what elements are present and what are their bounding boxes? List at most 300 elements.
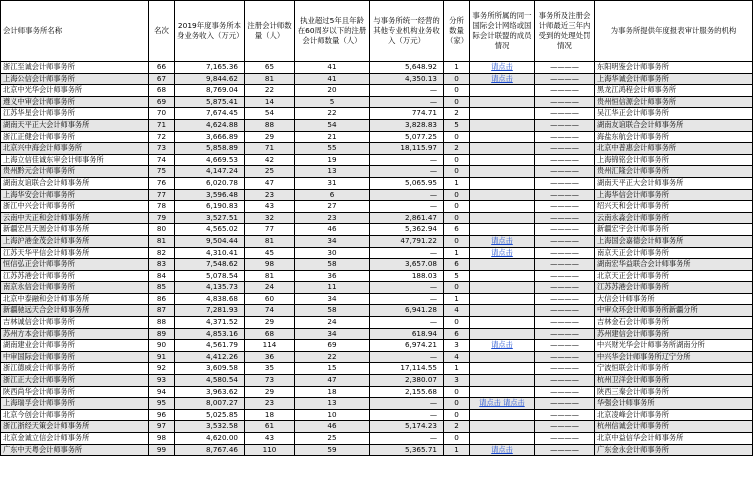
- table-row: [1, 340, 753, 352]
- branches-cell: 0: [444, 189, 470, 201]
- intl-network-cell[interactable]: 请点击: [470, 340, 535, 352]
- table-row: [1, 305, 753, 317]
- audit-client-cell: 南京天正会计师事务所: [595, 247, 753, 259]
- audit-client-cell: 北京天正会计师事务所: [595, 270, 753, 282]
- branches-cell: 2: [444, 421, 470, 433]
- rank-cell: 82: [149, 247, 175, 259]
- table-row: [1, 177, 753, 189]
- penalty-cell: ————: [535, 351, 595, 363]
- table-row: [1, 317, 753, 329]
- cpa-count-cell: 60: [245, 293, 295, 305]
- revenue-cell: 5,875.41: [175, 96, 245, 108]
- firm-name-cell: 北京中光华会计师事务所: [1, 85, 149, 97]
- revenue-cell: 9,844.62: [175, 73, 245, 85]
- table-row: [1, 351, 753, 363]
- branches-cell: 0: [444, 235, 470, 247]
- firm-name-cell: 江苏天华平信会计师事务所: [1, 247, 149, 259]
- cpa-count-cell: 22: [245, 85, 295, 97]
- audit-client-cell: 中兴财光华会计师事务所湖南分所: [595, 340, 753, 352]
- revenue-cell: 4,669.53: [175, 154, 245, 166]
- firm-name-cell: 浙江正大会计师事务所: [1, 375, 149, 387]
- branches-cell: 1: [444, 293, 470, 305]
- other-revenue-cell: 2,155.68: [370, 386, 444, 398]
- table-row: [1, 282, 753, 294]
- table-row: [1, 131, 753, 143]
- cpa-count-cell: 77: [245, 224, 295, 236]
- penalty-cell: ————: [535, 259, 595, 271]
- firm-name-cell: 上海公信会计师事务所: [1, 73, 149, 85]
- audit-client-cell: 大信会计师事务所: [595, 293, 753, 305]
- cpa-count-cell: 74: [245, 305, 295, 317]
- branches-cell: 5: [444, 270, 470, 282]
- header-rank: 名次: [149, 1, 175, 62]
- cpa5-count-cell: 10: [295, 409, 370, 421]
- audit-client-cell: 上海华诚会计师事务所: [595, 73, 753, 85]
- table-row: [1, 409, 753, 421]
- penalty-cell: ————: [535, 340, 595, 352]
- header-cpa: 注册会计师数量（人）: [245, 1, 295, 62]
- penalty-cell: ————: [535, 409, 595, 421]
- cpa5-count-cell: 11: [295, 282, 370, 294]
- cpa5-count-cell: 54: [295, 119, 370, 131]
- other-revenue-cell: —: [370, 351, 444, 363]
- audit-client-cell: 上海国会嘉德会计师事务所: [595, 235, 753, 247]
- revenue-cell: 3,666.89: [175, 131, 245, 143]
- rank-cell: 74: [149, 154, 175, 166]
- rank-cell: 89: [149, 328, 175, 340]
- other-revenue-cell: —: [370, 166, 444, 178]
- table-row: [1, 433, 753, 445]
- cpa-count-cell: 43: [245, 433, 295, 445]
- cpa5-count-cell: 6: [295, 189, 370, 201]
- revenue-cell: 4,853.16: [175, 328, 245, 340]
- penalty-cell: ————: [535, 398, 595, 410]
- rank-cell: 72: [149, 131, 175, 143]
- cpa-count-cell: 71: [245, 143, 295, 155]
- table-row: [1, 421, 753, 433]
- branches-cell: 1: [444, 247, 470, 259]
- table-row: [1, 398, 753, 410]
- cpa5-count-cell: 22: [295, 351, 370, 363]
- firm-name-cell: 上海华安会计师事务所: [1, 189, 149, 201]
- revenue-cell: 8,767.46: [175, 444, 245, 456]
- table-row: [1, 328, 753, 340]
- cpa-count-cell: 65: [245, 62, 295, 74]
- table-row: [1, 247, 753, 259]
- cpa-count-cell: 42: [245, 154, 295, 166]
- penalty-cell: ————: [535, 421, 595, 433]
- firm-name-cell: 浙江浙经天策会计师事务所: [1, 421, 149, 433]
- penalty-cell: ————: [535, 212, 595, 224]
- rank-cell: 88: [149, 317, 175, 329]
- intl-network-cell[interactable]: 请点击: [470, 247, 535, 259]
- table-row: [1, 96, 753, 108]
- firm-name-cell: 新疆宏昌天圆会计师事务所: [1, 224, 149, 236]
- audit-client-cell: 云南永淼会计师事务所: [595, 212, 753, 224]
- table-row: [1, 270, 753, 282]
- other-revenue-cell: 6,974.21: [370, 340, 444, 352]
- cpa-count-cell: 98: [245, 259, 295, 271]
- rank-cell: 68: [149, 85, 175, 97]
- penalty-cell: ————: [535, 189, 595, 201]
- table-row: [1, 154, 753, 166]
- cpa5-count-cell: 5: [295, 96, 370, 108]
- branches-cell: 0: [444, 398, 470, 410]
- cpa-count-cell: 23: [245, 398, 295, 410]
- cpa-count-cell: 24: [245, 282, 295, 294]
- revenue-cell: 4,371.52: [175, 317, 245, 329]
- penalty-cell: ————: [535, 444, 595, 456]
- other-revenue-cell: 18,115.97: [370, 143, 444, 155]
- firm-name-cell: 南京永信会计师事务所: [1, 282, 149, 294]
- intl-network-cell: [470, 131, 535, 143]
- intl-network-cell[interactable]: 请点击: [470, 444, 535, 456]
- revenue-cell: 9,504.44: [175, 235, 245, 247]
- firm-name-cell: 苏州方本会计师事务所: [1, 328, 149, 340]
- intl-network-cell: [470, 201, 535, 213]
- cpa5-count-cell: 23: [295, 212, 370, 224]
- intl-network-cell[interactable]: 请点击: [470, 73, 535, 85]
- other-revenue-cell: —: [370, 317, 444, 329]
- cpa5-count-cell: 41: [295, 62, 370, 74]
- penalty-cell: ————: [535, 270, 595, 282]
- intl-network-cell: [470, 282, 535, 294]
- cpa5-count-cell: 69: [295, 340, 370, 352]
- branches-cell: 0: [444, 85, 470, 97]
- header-other: 与事务所统一经营的其他专业机构业务收入（万元）: [370, 1, 444, 62]
- intl-network-cell: [470, 119, 535, 131]
- firm-name-cell: 湖南友谊联合会计师事务所: [1, 177, 149, 189]
- cpa5-count-cell: 41: [295, 73, 370, 85]
- intl-network-cell[interactable]: 请点击 请点击: [470, 398, 535, 410]
- rank-cell: 67: [149, 73, 175, 85]
- revenue-cell: 4,147.24: [175, 166, 245, 178]
- intl-network-cell[interactable]: 请点击: [470, 235, 535, 247]
- header-clients: 为事务所提供年度报表审计服务的机构: [595, 1, 753, 62]
- penalty-cell: ————: [535, 177, 595, 189]
- rank-cell: 77: [149, 189, 175, 201]
- other-revenue-cell: —: [370, 293, 444, 305]
- penalty-cell: ————: [535, 328, 595, 340]
- penalty-cell: ————: [535, 96, 595, 108]
- table-row: [1, 212, 753, 224]
- penalty-cell: ————: [535, 305, 595, 317]
- branches-cell: 0: [444, 96, 470, 108]
- table-row: [1, 73, 753, 85]
- audit-client-cell: 贵州恒信源会计师事务所: [595, 96, 753, 108]
- rank-cell: 80: [149, 224, 175, 236]
- cpa5-count-cell: 15: [295, 363, 370, 375]
- firm-name-cell: 上海瑞孚会计师事务所: [1, 398, 149, 410]
- other-revenue-cell: —: [370, 433, 444, 445]
- other-revenue-cell: 774.71: [370, 108, 444, 120]
- header-branches: 分所数量（家）: [444, 1, 470, 62]
- revenue-cell: 4,310.41: [175, 247, 245, 259]
- rank-cell: 87: [149, 305, 175, 317]
- branches-cell: 1: [444, 363, 470, 375]
- other-revenue-cell: 6,941.28: [370, 305, 444, 317]
- firm-name-cell: 云南中天正和会计师事务所: [1, 212, 149, 224]
- rank-cell: 70: [149, 108, 175, 120]
- other-revenue-cell: 17,114.55: [370, 363, 444, 375]
- header-intl: 事务所所属的同一国际会计网络或国际会计联盟的成员情况: [470, 1, 535, 62]
- branches-cell: 3: [444, 375, 470, 387]
- other-revenue-cell: 5,174.23: [370, 421, 444, 433]
- cpa-count-cell: 81: [245, 270, 295, 282]
- branches-cell: 4: [444, 351, 470, 363]
- firm-name-cell: 江苏华星会计师事务所: [1, 108, 149, 120]
- audit-client-cell: 湖南宏华益联合会计师事务所: [595, 259, 753, 271]
- cpa5-count-cell: 18: [295, 386, 370, 398]
- other-revenue-cell: 5,077.25: [370, 131, 444, 143]
- penalty-cell: ————: [535, 375, 595, 387]
- intl-network-cell: [470, 433, 535, 445]
- revenue-cell: 3,596.48: [175, 189, 245, 201]
- firm-name-cell: 湖南建业会计师事务所: [1, 340, 149, 352]
- other-revenue-cell: —: [370, 201, 444, 213]
- table-row: [1, 62, 753, 74]
- branches-cell: 0: [444, 212, 470, 224]
- revenue-cell: 8,007.27: [175, 398, 245, 410]
- firm-name-cell: 浙江正健会计师事务所: [1, 131, 149, 143]
- revenue-cell: 3,527.51: [175, 212, 245, 224]
- other-revenue-cell: 47,791.22: [370, 235, 444, 247]
- revenue-cell: 4,412.26: [175, 351, 245, 363]
- cpa5-count-cell: 46: [295, 421, 370, 433]
- revenue-cell: 7,674.45: [175, 108, 245, 120]
- penalty-cell: ————: [535, 386, 595, 398]
- penalty-cell: ————: [535, 73, 595, 85]
- branches-cell: 6: [444, 259, 470, 271]
- cpa5-count-cell: 55: [295, 143, 370, 155]
- firm-name-cell: 北京兴中海会计师事务所: [1, 143, 149, 155]
- cpa5-count-cell: 34: [295, 328, 370, 340]
- branches-cell: 1: [444, 177, 470, 189]
- cpa-count-cell: 81: [245, 235, 295, 247]
- audit-client-cell: 北京中普惠会计师事务所: [595, 143, 753, 155]
- audit-client-cell: 湖南天平正大会计师事务所: [595, 177, 753, 189]
- header-penalty: 事务所及注册会计师最近三年内受到的处理处罚情况: [535, 1, 595, 62]
- penalty-cell: ————: [535, 247, 595, 259]
- intl-network-cell: [470, 351, 535, 363]
- branches-cell: 0: [444, 201, 470, 213]
- rank-cell: 75: [149, 166, 175, 178]
- branches-cell: 2: [444, 143, 470, 155]
- penalty-cell: ————: [535, 293, 595, 305]
- rank-cell: 86: [149, 293, 175, 305]
- audit-client-cell: 上海锦铭会计师事务所: [595, 154, 753, 166]
- audit-client-cell: 吴江华正会计师事务所: [595, 108, 753, 120]
- rank-cell: 78: [149, 201, 175, 213]
- cpa5-count-cell: 31: [295, 177, 370, 189]
- branches-cell: 0: [444, 433, 470, 445]
- rank-cell: 73: [149, 143, 175, 155]
- branches-cell: 1: [444, 444, 470, 456]
- cpa5-count-cell: 34: [295, 293, 370, 305]
- intl-network-cell[interactable]: 请点击: [470, 62, 535, 74]
- cpa5-count-cell: 13: [295, 398, 370, 410]
- revenue-cell: 5,078.54: [175, 270, 245, 282]
- other-revenue-cell: 5,362.94: [370, 224, 444, 236]
- cpa-count-cell: 23: [245, 189, 295, 201]
- cpa5-count-cell: 20: [295, 85, 370, 97]
- intl-network-cell: [470, 305, 535, 317]
- cpa-count-cell: 45: [245, 247, 295, 259]
- intl-network-cell: [470, 108, 535, 120]
- audit-client-cell: 中兴华会计师事务所辽宁分所: [595, 351, 753, 363]
- branches-cell: 6: [444, 224, 470, 236]
- firm-name-cell: 北京今创会计师事务所: [1, 409, 149, 421]
- revenue-cell: 7,165.36: [175, 62, 245, 74]
- branches-cell: 0: [444, 317, 470, 329]
- cpa-count-cell: 18: [245, 409, 295, 421]
- table-row: [1, 143, 753, 155]
- rank-cell: 92: [149, 363, 175, 375]
- cpa-count-cell: 14: [245, 96, 295, 108]
- intl-network-cell: [470, 386, 535, 398]
- cpa-count-cell: 43: [245, 201, 295, 213]
- header-revenue: 2019年度事务所本身业务收入（万元）: [175, 1, 245, 62]
- cpa-count-cell: 73: [245, 375, 295, 387]
- other-revenue-cell: 188.03: [370, 270, 444, 282]
- revenue-cell: 5,025.85: [175, 409, 245, 421]
- branches-cell: 0: [444, 282, 470, 294]
- cpa5-count-cell: 58: [295, 259, 370, 271]
- rank-cell: 93: [149, 375, 175, 387]
- other-revenue-cell: 5,648.92: [370, 62, 444, 74]
- audit-client-cell: 宁波恒联会计师事务所: [595, 363, 753, 375]
- intl-network-cell: [470, 421, 535, 433]
- revenue-cell: 3,532.58: [175, 421, 245, 433]
- penalty-cell: ————: [535, 235, 595, 247]
- branches-cell: 6: [444, 328, 470, 340]
- revenue-cell: 7,281.93: [175, 305, 245, 317]
- other-revenue-cell: 3,657.08: [370, 259, 444, 271]
- cpa-count-cell: 68: [245, 328, 295, 340]
- table-row: [1, 189, 753, 201]
- branches-cell: 2: [444, 108, 470, 120]
- penalty-cell: ————: [535, 154, 595, 166]
- rank-cell: 98: [149, 433, 175, 445]
- penalty-cell: ————: [535, 363, 595, 375]
- intl-network-cell: [470, 166, 535, 178]
- rank-cell: 95: [149, 398, 175, 410]
- penalty-cell: ————: [535, 433, 595, 445]
- other-revenue-cell: 3,828.83: [370, 119, 444, 131]
- table-row: [1, 166, 753, 178]
- firm-name-cell: 浙江至诚会计师事务所: [1, 62, 149, 74]
- other-revenue-cell: —: [370, 154, 444, 166]
- rank-cell: 94: [149, 386, 175, 398]
- audit-client-cell: 吉林金石会计师事务所: [595, 317, 753, 329]
- firm-name-cell: 遵义中审会计师事务所: [1, 96, 149, 108]
- other-revenue-cell: 2,380.07: [370, 375, 444, 387]
- table-row: [1, 363, 753, 375]
- cpa5-count-cell: 30: [295, 247, 370, 259]
- branches-cell: 0: [444, 166, 470, 178]
- other-revenue-cell: —: [370, 282, 444, 294]
- audit-client-cell: 陕西三秦会计师事务所: [595, 386, 753, 398]
- firm-name-cell: 吉林诚信会计师事务所: [1, 317, 149, 329]
- firm-name-cell: 恒信弘正会计师事务所: [1, 259, 149, 271]
- table-row: [1, 201, 753, 213]
- rank-cell: 71: [149, 119, 175, 131]
- rank-cell: 96: [149, 409, 175, 421]
- cpa-count-cell: 29: [245, 386, 295, 398]
- penalty-cell: ————: [535, 166, 595, 178]
- intl-network-cell: [470, 96, 535, 108]
- other-revenue-cell: 4,350.13: [370, 73, 444, 85]
- cpa-count-cell: 88: [245, 119, 295, 131]
- branches-cell: 1: [444, 62, 470, 74]
- intl-network-cell: [470, 375, 535, 387]
- rank-cell: 90: [149, 340, 175, 352]
- revenue-cell: 4,620.00: [175, 433, 245, 445]
- intl-network-cell: [470, 259, 535, 271]
- rank-cell: 85: [149, 282, 175, 294]
- revenue-cell: 3,609.58: [175, 363, 245, 375]
- header-name: 会计师事务所名称: [1, 1, 149, 62]
- cpa5-count-cell: 58: [295, 305, 370, 317]
- table-row: [1, 235, 753, 247]
- cpa-count-cell: 29: [245, 317, 295, 329]
- table-row: [1, 444, 753, 456]
- cpa5-count-cell: 34: [295, 235, 370, 247]
- intl-network-cell: [470, 270, 535, 282]
- table-row: [1, 224, 753, 236]
- cpa5-count-cell: 36: [295, 270, 370, 282]
- firm-name-cell: 广东中天粤会计师事务所: [1, 444, 149, 456]
- branches-cell: 0: [444, 409, 470, 421]
- rank-cell: 99: [149, 444, 175, 456]
- penalty-cell: ————: [535, 131, 595, 143]
- firm-name-cell: 陕西尚华会计师事务所: [1, 386, 149, 398]
- audit-client-cell: 华强会计师事务所: [595, 398, 753, 410]
- intl-network-cell: [470, 177, 535, 189]
- audit-client-cell: 贵州汇隆会计师事务所: [595, 166, 753, 178]
- table-body: [1, 62, 753, 456]
- cpa-count-cell: 61: [245, 421, 295, 433]
- cpa5-count-cell: 19: [295, 154, 370, 166]
- audit-client-cell: 绍兴天和会计师事务所: [595, 201, 753, 213]
- firm-name-cell: 贵州黔元会计师事务所: [1, 166, 149, 178]
- intl-network-cell: [470, 85, 535, 97]
- other-revenue-cell: 5,365.71: [370, 444, 444, 456]
- header-row: [1, 1, 753, 62]
- firm-name-cell: 北京金诚立信会计师事务所: [1, 433, 149, 445]
- firm-name-cell: 浙江德威会计师事务所: [1, 363, 149, 375]
- table-row: [1, 119, 753, 131]
- intl-network-cell: [470, 328, 535, 340]
- intl-network-cell: [470, 317, 535, 329]
- audit-client-cell: 上海华信会计师事务所: [595, 189, 753, 201]
- branches-cell: 0: [444, 73, 470, 85]
- intl-network-cell: [470, 224, 535, 236]
- firm-name-cell: 湖南天平正大会计师事务所: [1, 119, 149, 131]
- intl-network-cell: [470, 189, 535, 201]
- cpa-count-cell: 29: [245, 131, 295, 143]
- firm-name-cell: 新疆驰远天合会计师事务所: [1, 305, 149, 317]
- other-revenue-cell: —: [370, 96, 444, 108]
- other-revenue-cell: —: [370, 409, 444, 421]
- firm-name-cell: 中审国际会计师事务所: [1, 351, 149, 363]
- cpa5-count-cell: 22: [295, 108, 370, 120]
- table-row: [1, 108, 753, 120]
- rank-cell: 81: [149, 235, 175, 247]
- audit-client-cell: 海盐东航会计师事务所: [595, 131, 753, 143]
- penalty-cell: ————: [535, 201, 595, 213]
- audit-client-cell: 湖南友谊联合会计师事务所: [595, 119, 753, 131]
